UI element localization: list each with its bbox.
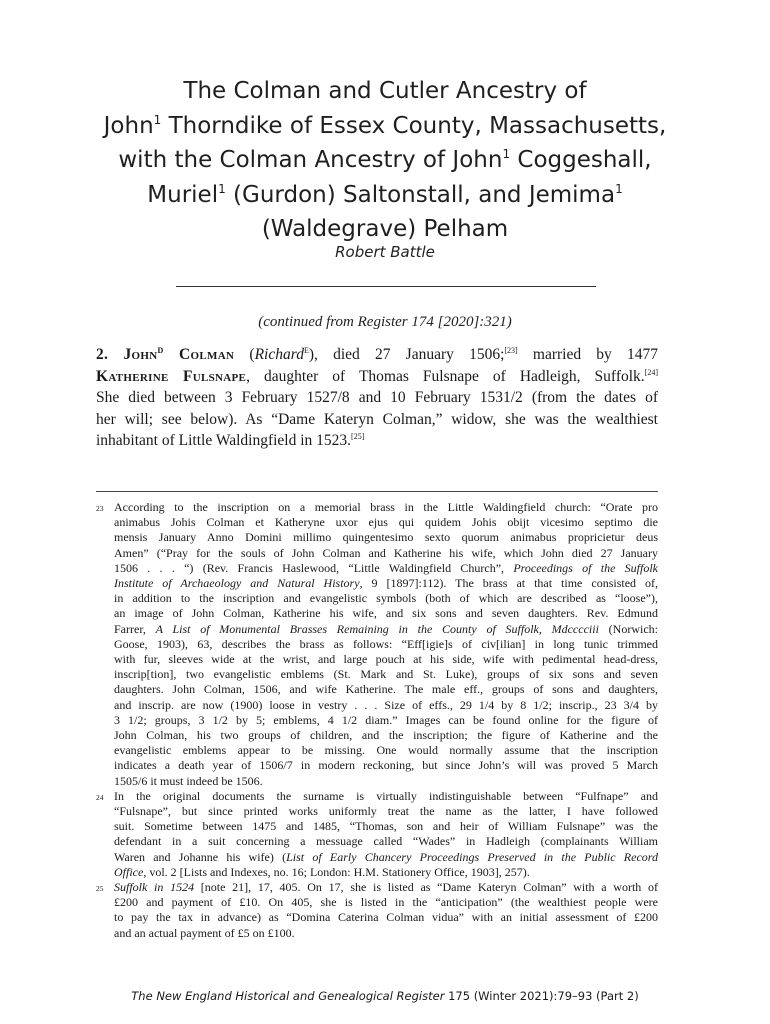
title-line — [60, 178, 710, 213]
footnote-line: indicates a death year of 1506/7 in modern reckoning, but since John’s will was proved 5 March — [114, 758, 658, 773]
title-line — [60, 74, 710, 109]
footnote-line: suit. Sometime between 1475 and 1485, “Thomas, son and heir of William Fulsnape” was the — [114, 819, 658, 834]
footnote-text: (Norwich: — [598, 621, 658, 636]
footnote-line: mensis January Anno Domini millimo quingentesimo sexto quorum animabus propricietur deus — [114, 530, 658, 545]
footnote-line — [114, 880, 658, 895]
footnote-line — [114, 622, 658, 637]
footnote-line: defendant in a suit concerning a messuage called “Wades” in Hadleigh (complainants William — [114, 834, 658, 849]
entry-number: 2. — [96, 346, 109, 363]
entry-text: married by 1477 — [517, 346, 658, 363]
entry-line — [96, 366, 658, 388]
entry-line: her will; see below). As “Dame Kateryn Colman,” widow, she was the wealthiest — [96, 410, 658, 428]
footnote-text: Waren and Johanne his wife) ( — [114, 849, 287, 864]
footnote-23 — [96, 500, 658, 789]
footnote-number: 25 — [96, 884, 104, 894]
footnote-25 — [96, 880, 658, 941]
footnote-text: 1506 . . . “) (Rev. Francis Haslewood, “Little Waldingfield Church”, — [114, 560, 514, 575]
generation-superscript: 1 — [218, 181, 226, 196]
footnote-line: According to the inscription on a memorial brass in the Little Waldingfield church: “Orate pro — [114, 500, 658, 514]
generation-letter: D — [157, 346, 164, 355]
title-text: (Waldegrave) Pelham — [261, 216, 509, 242]
issue-citation: 175 (Winter 2021):79–93 (Part 2) — [444, 989, 639, 1003]
cited-title: Institute of Archaeology and Natural History — [114, 576, 360, 591]
footnote-line: daughters. John Colman, 1506, and wife Katherine. The male eff., groups of sons and daughters, — [114, 682, 658, 697]
footnote-line: £200 and payment of £10. On 405, she is listed in the “anticipation” (the wealthiest people were — [114, 895, 658, 910]
generation-superscript: 1 — [153, 112, 162, 127]
title-text: Coggeshall, — [510, 147, 652, 173]
person-name — [123, 346, 234, 363]
generation-letter: E — [303, 346, 309, 355]
footnote-line: and an actual payment of £5 on £100. — [114, 925, 295, 940]
title-text: with the Colman Ancestry of John — [118, 147, 503, 173]
footnote-text: , 9 [1897]:112). The brass at that time consisted of, — [359, 576, 658, 591]
given-name: John — [123, 346, 158, 363]
footnote-line: with fur, sleeves wide at the wrist, and large pouch at his side, wife with pedimental head-dress, — [114, 652, 658, 667]
cited-title: Suffolk in 1524 — [114, 880, 195, 895]
continuation-note: (continued from Register 174 [2020]:321) — [258, 314, 512, 330]
footnotes — [96, 500, 658, 941]
journal-title: The New England Historical and Genealogical Register — [131, 989, 445, 1003]
entry-text: ), died 27 January 1506; — [308, 346, 505, 363]
generation-superscript: 1 — [502, 147, 511, 161]
cited-title: A List of Monumental Brasses Remaining in the County of Suffolk, Mdcccciii — [155, 621, 599, 636]
footnote-line: “Fulsnape”, but since printed works uniformly treat the name as the latter, I have followed — [114, 804, 658, 819]
footnote-number: 23 — [96, 504, 104, 513]
title-text: John — [103, 112, 154, 139]
footnote-line — [114, 865, 658, 880]
spouse-name: Katherine Fulsnape — [96, 367, 247, 385]
title-line — [60, 212, 710, 247]
footnote-line: evangelistic emblems appear to be missing. One would normally assume that the inscription — [114, 743, 658, 758]
cited-title: Proceedings of the Suffolk — [513, 560, 658, 575]
title-divider — [176, 286, 596, 287]
title-text: (Gurdon) Saltonstall, and Jemima — [225, 181, 616, 208]
footnote-line — [114, 576, 658, 591]
running-footer — [0, 989, 770, 1003]
footnote-line: Goose, 1903), 63, describes the brass as follows: “Eff[igie]s of civ[ilian] in long tunic trimmed — [114, 636, 658, 651]
footnote-ref: [23] — [504, 346, 518, 355]
footnote-ref: [24] — [644, 367, 658, 377]
footnote-line: inscrip[tion], two evangelistic emblems (St. Mark and St. Luke), groups of six sons and seven — [114, 667, 658, 682]
entry-line — [96, 344, 658, 366]
article-title — [60, 74, 710, 247]
footnote-line: 1505/6 it must indeed be 1506. — [114, 773, 263, 788]
generation-superscript: 1 — [615, 181, 623, 196]
entry-line — [96, 430, 658, 452]
footnote-text: , vol. 2 [Lists and Indexes, no. 16; London: H.M. Stationery Office, 1903], 257). — [143, 864, 530, 879]
footnote-line: Amen” (“Pray for the souls of John Colman and Katherine his wife, which John died 27 January — [114, 545, 658, 560]
footnote-line: and inscrip. are now (1900) loose in vestry . . . Size of effs., 29 1/4 by 8 1/2; inscrip., 23 3/4 by — [114, 697, 658, 712]
footnote-line — [114, 850, 658, 865]
footnote-line: animabus Johis Colman et Katheryne uxor ejus qui quidem Johis obijt vicesimo septimo die — [114, 515, 658, 530]
cited-title: Office — [114, 864, 144, 879]
title-text: Muriel — [147, 181, 219, 208]
footnote-line: to pay the tax in advance) as “Domina Caterina Colman vidua” with an initial assessment of £200 — [114, 910, 658, 925]
footnote-line — [114, 561, 658, 576]
footnote-24 — [96, 789, 658, 880]
title-text: Thorndike of Essex County, Massachusetts, — [161, 112, 667, 139]
title-text: The Colman and Cutler Ancestry of — [183, 78, 587, 104]
footnote-line: an image of John Colman, Katherine his wife, and six sons and seven daughters. Rev. Edmund — [114, 606, 658, 621]
footnote-line: In the original documents the surname is virtually indistinguishable between “Fulfnape” and — [114, 788, 658, 803]
title-line — [60, 143, 710, 178]
paren-open: ( — [234, 346, 255, 363]
father-name: Richard — [254, 346, 304, 363]
footnote-number: 24 — [96, 792, 104, 802]
entry-text: inhabitant of Little Waldingfield in 1523. — [96, 432, 352, 449]
footnote-line: John Colman, his two groups of children, and the inscription; the figure of Katherine and the — [114, 728, 658, 743]
footnote-line: in addition to the inscription and evangelistic symbols (both of which are described as “loose”), — [114, 591, 658, 606]
footnote-line: 3 1/2; groups, 3 1/2 by 5; emblems, 4 1/2 diam.” Images can be found online for the figure of — [114, 712, 658, 727]
genealogy-entry — [96, 344, 658, 452]
cited-title: List of Early Chancery Proceedings Preserved in the Public Record — [286, 849, 659, 864]
entry-text: , daughter of Thomas Fulsnape of Hadleigh, Suffolk. — [246, 367, 645, 385]
surname: Colman — [179, 346, 235, 363]
footnote-text: [note 21], 17, 405. On 17, she is listed as “Dame Kateryn Colman” with a worth of — [194, 880, 658, 895]
footnote-text: Farrer, — [114, 621, 156, 636]
entry-line: She died between 3 February 1527/8 and 10 February 1531/2 (from the dates of — [96, 389, 658, 406]
author-byline: Robert Battle — [335, 243, 435, 261]
footnote-divider — [96, 491, 658, 492]
footnote-ref: [25] — [351, 432, 365, 441]
title-line — [60, 109, 710, 144]
